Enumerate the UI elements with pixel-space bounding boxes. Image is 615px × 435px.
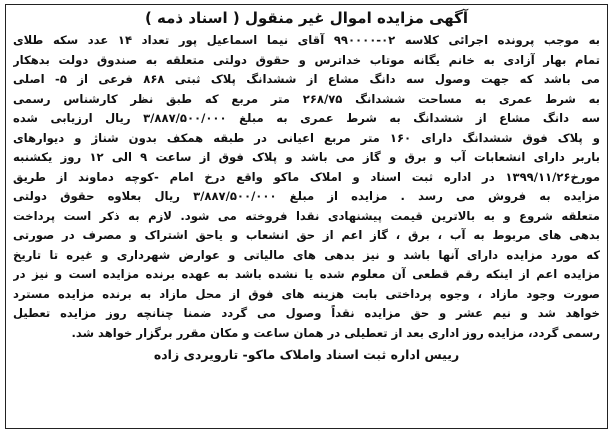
notice-signature: رییس اداره ثبت اسناد واملاک ماکو- تارویردی زاده xyxy=(153,347,460,362)
notice-frame xyxy=(5,4,608,429)
notice-title: آگهی مزایده اموال غیر منقول ( اسناد ذمه ) xyxy=(144,9,469,27)
notice-line: مزایده اعم از اینکه رقم قطعی آن معلوم شده یا نشده باشد به عهده برنده مزایده است و نیز در xyxy=(13,267,600,281)
notice-line: مزایده به فروش می رسد . مزایده از مبلغ ۳/۸۸۷/۵۰۰/۰۰۰ ریال بعلاوه حقوق دولتی xyxy=(13,189,600,203)
notice-line: متعلقه شروع و به بالاترین قیمت پیشنهادی نقدا فروخته می شود. لازم به ذکر است پرداخت xyxy=(13,208,600,223)
notice-line: بدهی های مربوط به آب ، برق ، گاز اعم از حق انشعاب و یاحق اشتراک و مصرف در صورتی xyxy=(13,228,600,242)
notice-line: سه دانگ مشاع از ششدانگ به شرط عمری به مبلغ ۳/۸۸۷/۵۰۰/۰۰۰ ریال ارزیابی شده xyxy=(13,111,600,125)
notice-line: به شرط عمری به مساحت ششدانگ ۲۶۸/۷۵ متر مربع که طبق نظر کارشناس رسمی xyxy=(13,91,600,106)
notice-line: که مورد مزایده دارای آنها باشد و نیز بدهی های مالیاتی و عوارض شهرداری و غیره تا تاریخ xyxy=(13,247,600,262)
notice-line: تمام بهار آزادی به خانم یگانه موتاب خداترس و حقوق دولتی متعلقه به صندوق دولت بدهکار xyxy=(13,52,600,67)
notice-line: می باشد که جهت وصول سه دانگ مشاع از ششدانگ پلاک ثبتی ۸۶۸ فرعی از ۵- اصلی xyxy=(13,72,600,86)
notice-line: صورت وجود مازاد ، وجوه پرداختی بابت هزینه های فوق از محل مازاد به برنده مزایده مسترد xyxy=(13,286,600,301)
notice-line: باربر دارای انشعابات آب و برق و گاز می باشد و پلاک فوق از ساعت ۹ الی ۱۲ روز یکشنبه xyxy=(13,150,600,164)
notice-line: رسمی گردد، مزایده روز اداری بعد از تعطیلی در همان ساعت و مکان مقرر برگزار خواهد شد. xyxy=(71,325,600,340)
notice-line: و پلاک فوق ششدانگ دارای ۱۶۰ متر مربع اعیانی در طبقه همکف بدون شناژ و دیوارهای xyxy=(13,130,600,145)
notice-body xyxy=(6,31,607,343)
notice-line: مورخ۱۳۹۹/۱۱/۲۶ در اداره ثبت اسناد و املاک ماکو واقع درخ امام -کوچه دماوند از طریق xyxy=(13,169,600,184)
notice-line: به موجب پرونده اجرائی کلاسه ۰۲-۹۹۰۰۰۰ آقای نیما اسماعیل پور تعداد ۱۴ عدد سکه طلای xyxy=(13,33,600,47)
notice-line: خواهد شد و نیم عشر و حق مزایده نقداً وصول می گردد ضمنا چنانچه روز مزایده تعطیل xyxy=(13,306,600,320)
